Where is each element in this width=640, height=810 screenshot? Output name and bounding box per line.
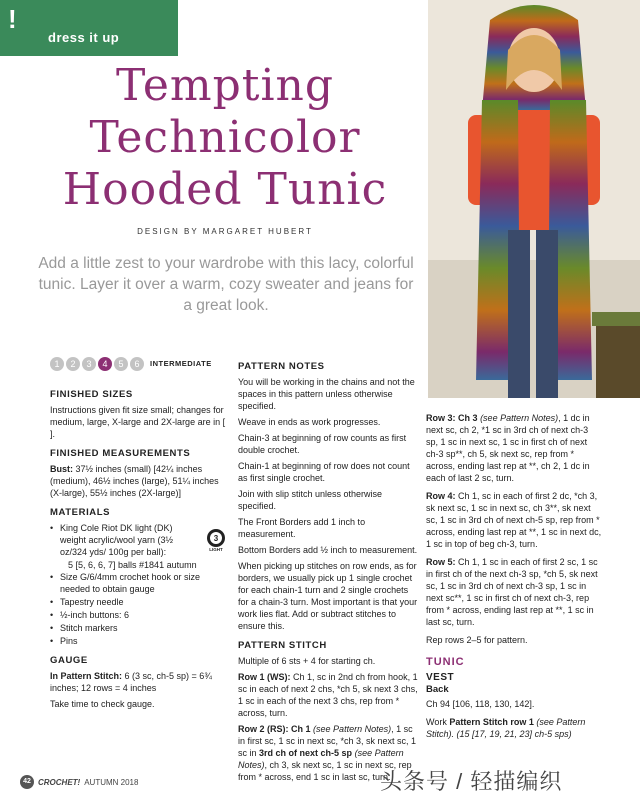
tunic-heading: TUNIC xyxy=(426,656,465,668)
materials-item: • Size G/6/4mm crochet hook or size needed to obtain gauge xyxy=(50,571,228,595)
row-2-part-c: , 1 sc in first sc, 1 sc in next sc, *ch 3, sk next sc, 1 sc in xyxy=(238,724,417,758)
back-chain: Ch 94 [106, 118, 130, 142]. xyxy=(426,699,535,709)
designer-byline: DESIGN BY MARGARET HUBERT xyxy=(137,227,313,236)
materials-list xyxy=(50,522,228,558)
row-2-label: Row 2 (RS): xyxy=(238,724,289,734)
yarn-weight-word: LIGHT xyxy=(209,547,223,552)
yarn-weight-number: 3 xyxy=(213,534,219,543)
gauge-text xyxy=(50,670,228,694)
column-2 xyxy=(238,361,418,787)
skill-dot-1: 1 xyxy=(50,357,64,371)
section-tab xyxy=(0,0,178,56)
title-line-1: Tempting xyxy=(115,60,335,111)
column-3 xyxy=(426,412,602,746)
pattern-note: Chain-1 at beginning of row does not count as first single crochet. xyxy=(238,461,410,483)
skill-dot-4: 4 xyxy=(98,357,112,371)
row-2-part-f: , ch 3, sk next sc, 1 sc in next sc, rep from * across, end 1 sc in last sc, turn. xyxy=(238,760,412,782)
column-1 xyxy=(50,357,228,714)
model-photo-illustration xyxy=(428,0,640,398)
bust-label: Bust: xyxy=(50,464,73,474)
intro-text: Add a little zest to your wardrobe with this lacy, colorful tunic. Layer it over a warm, cozy sweater and jeans for a great look. xyxy=(38,255,414,314)
skill-dot-6: 6 xyxy=(130,357,144,371)
pattern-row-5 xyxy=(426,556,602,628)
watermark: 头条号 / 轻描编织 xyxy=(380,769,563,794)
back-heading: Back xyxy=(426,684,449,695)
back-work xyxy=(426,716,602,740)
title-line-3: Hooded Tunic xyxy=(62,164,388,215)
bust-value: 37½ inches (small) [42¼ inches (medium), 46½ inches (large), 51¼ inches (X-large), 55½ inches (2X-large)] xyxy=(50,464,219,498)
row-3-part-b: (see Pattern Notes) xyxy=(480,413,559,423)
skill-dot-5: 5 xyxy=(114,357,128,371)
gauge-note: Take time to check gauge. xyxy=(50,699,155,709)
finished-measurements-heading: FINISHED MEASUREMENTS xyxy=(50,448,191,459)
row-2-part-e: (see Pattern Notes) xyxy=(238,748,404,770)
row-5-text: Ch 1, 1 sc in each of first 2 sc, 1 sc in first ch of the next ch-3 sp, *ch 5, sk next sc, 1 sc in 3rd ch of next ch-3 sp, 1 sc in next sc**, 1 sc in first ch of next ch-3, rep from * across, ending last rep at **, 1 sc in last sc, turn. xyxy=(426,557,598,627)
row-2-part-b: (see Pattern Notes) xyxy=(313,724,392,734)
materials-item: • Tapestry needle xyxy=(50,596,228,608)
pattern-note: You will be working in the chains and not the spaces in this pattern unless otherwise specified. xyxy=(238,377,415,411)
gauge-value: 6 (3 sc, ch-5 sp) = 6¾ inches; 12 rows = 4 inches xyxy=(50,671,212,693)
finished-sizes-heading: FINISHED SIZES xyxy=(50,389,133,400)
skill-label: INTERMEDIATE xyxy=(150,359,212,368)
materials-heading: MATERIALS xyxy=(50,507,111,518)
yarn-weight-icon xyxy=(204,528,228,552)
row-1-text: Ch 1, sc in 2nd ch from hook, 1 sc in each of next 2 chs, *ch 5, sk next 3 chs, 1 sc in each of the next 3 chs, rep from * across, turn. xyxy=(238,672,418,718)
finished-sizes-text: Instructions given fit size small; changes for medium, large, X-large and 2X-large are in [ ]. xyxy=(50,405,226,439)
skill-level xyxy=(50,357,228,371)
page-footer xyxy=(20,775,138,789)
pattern-notes-heading: PATTERN NOTES xyxy=(238,361,325,372)
row-3-label: Row 3: xyxy=(426,413,456,423)
row-4-label: Row 4: xyxy=(426,491,456,501)
issue-label: AUTUMN 2018 xyxy=(84,777,139,787)
pattern-note: Chain-3 at beginning of row counts as first double crochet. xyxy=(238,433,407,455)
row-3-part-a: Ch 3 xyxy=(458,413,478,423)
pattern-row-4 xyxy=(426,490,602,550)
materials-yarn-text: • King Cole Riot DK light (DK) weight acrylic/wool yarn (3½ oz/324 yds/ 100g per ball): xyxy=(60,523,174,557)
pattern-repeat: Rep rows 2–5 for pattern. xyxy=(426,635,528,645)
gauge-heading: GAUGE xyxy=(50,655,88,666)
pattern-row-1 xyxy=(238,671,418,719)
section-tab-mark: ! xyxy=(8,4,17,34)
vest-heading: VEST xyxy=(426,672,455,683)
section-tab-label: dress it up xyxy=(48,30,120,45)
gauge-label: In Pattern Stitch: xyxy=(50,671,123,681)
model-photo xyxy=(428,0,640,398)
materials-item: • Stitch markers xyxy=(50,622,228,634)
materials-other-list xyxy=(50,571,228,647)
pattern-row-3 xyxy=(426,412,602,484)
pattern-note: When picking up stitches on row ends, as for borders, we usually pick up 1 single crochet for each chain-1 turn and 2 single crochets for a chain-3 turn. Most important is that your work lies flat. Add or subtract stitches to ensure this. xyxy=(238,561,418,631)
title-line-2: Technicolor xyxy=(89,112,361,163)
pattern-stitch-heading: PATTERN STITCH xyxy=(238,640,327,651)
materials-item: • ½-inch buttons: 6 xyxy=(50,609,228,621)
pattern-note: Bottom Borders add ½ inch to measurement. xyxy=(238,545,418,555)
back-work-c: (see Pattern Stitch). (15 [17, 19, 21, 23] ch-5 sps) xyxy=(426,717,586,739)
materials-item: • Pins xyxy=(50,635,228,647)
materials-yarn xyxy=(50,522,228,558)
skill-dot-2: 2 xyxy=(66,357,80,371)
pattern-note: Join with slip stitch unless otherwise specified. xyxy=(238,489,383,511)
back-work-b: Pattern Stitch row 1 xyxy=(449,717,534,727)
pattern-stitch-intro: Multiple of 6 sts + 4 for starting ch. xyxy=(238,656,376,666)
row-1-label: Row 1 (WS): xyxy=(238,672,291,682)
back-work-a: Work xyxy=(426,717,447,727)
row-2-part-d: 3rd ch of next ch-5 sp xyxy=(259,748,353,758)
row-4-text: Ch 1, sc in each of first 2 dc, *ch 3, sk next sc, 1 sc in next sc, ch 3**, sk next sc, 1 sc in 3rd ch of next ch-5 sp, rep from * across, ending last rep at **, 1 sc in next dc, 1 sc in top of beg ch-3, turn. xyxy=(426,491,602,549)
pattern-note: Weave in ends as work progresses. xyxy=(238,417,381,427)
page-number: 42 xyxy=(20,775,34,789)
pattern-note: The Front Borders add 1 inch to measurement. xyxy=(238,517,366,539)
row-2-part-a: Ch 1 xyxy=(291,724,311,734)
magazine-name: CROCHET! xyxy=(38,777,81,787)
row-3-part-c: , 1 dc in next sc, ch 2, *1 sc in 3rd ch of next ch-3 sp, 1 sc in next sc, 1 sc in first ch of next ch-3 sp**, ch 5, sk next sc, rep from * across, ending last rep at **, ch 2, 1 dc in each of last 2 sc, turn. xyxy=(426,413,590,483)
finished-measurements-text xyxy=(50,463,228,499)
materials-yarn-balls: 5 [5, 6, 6, 7] balls #1841 autumn xyxy=(68,560,197,570)
row-5-label: Row 5: xyxy=(426,557,456,567)
skill-dot-3: 3 xyxy=(82,357,96,371)
page-title xyxy=(40,60,410,216)
